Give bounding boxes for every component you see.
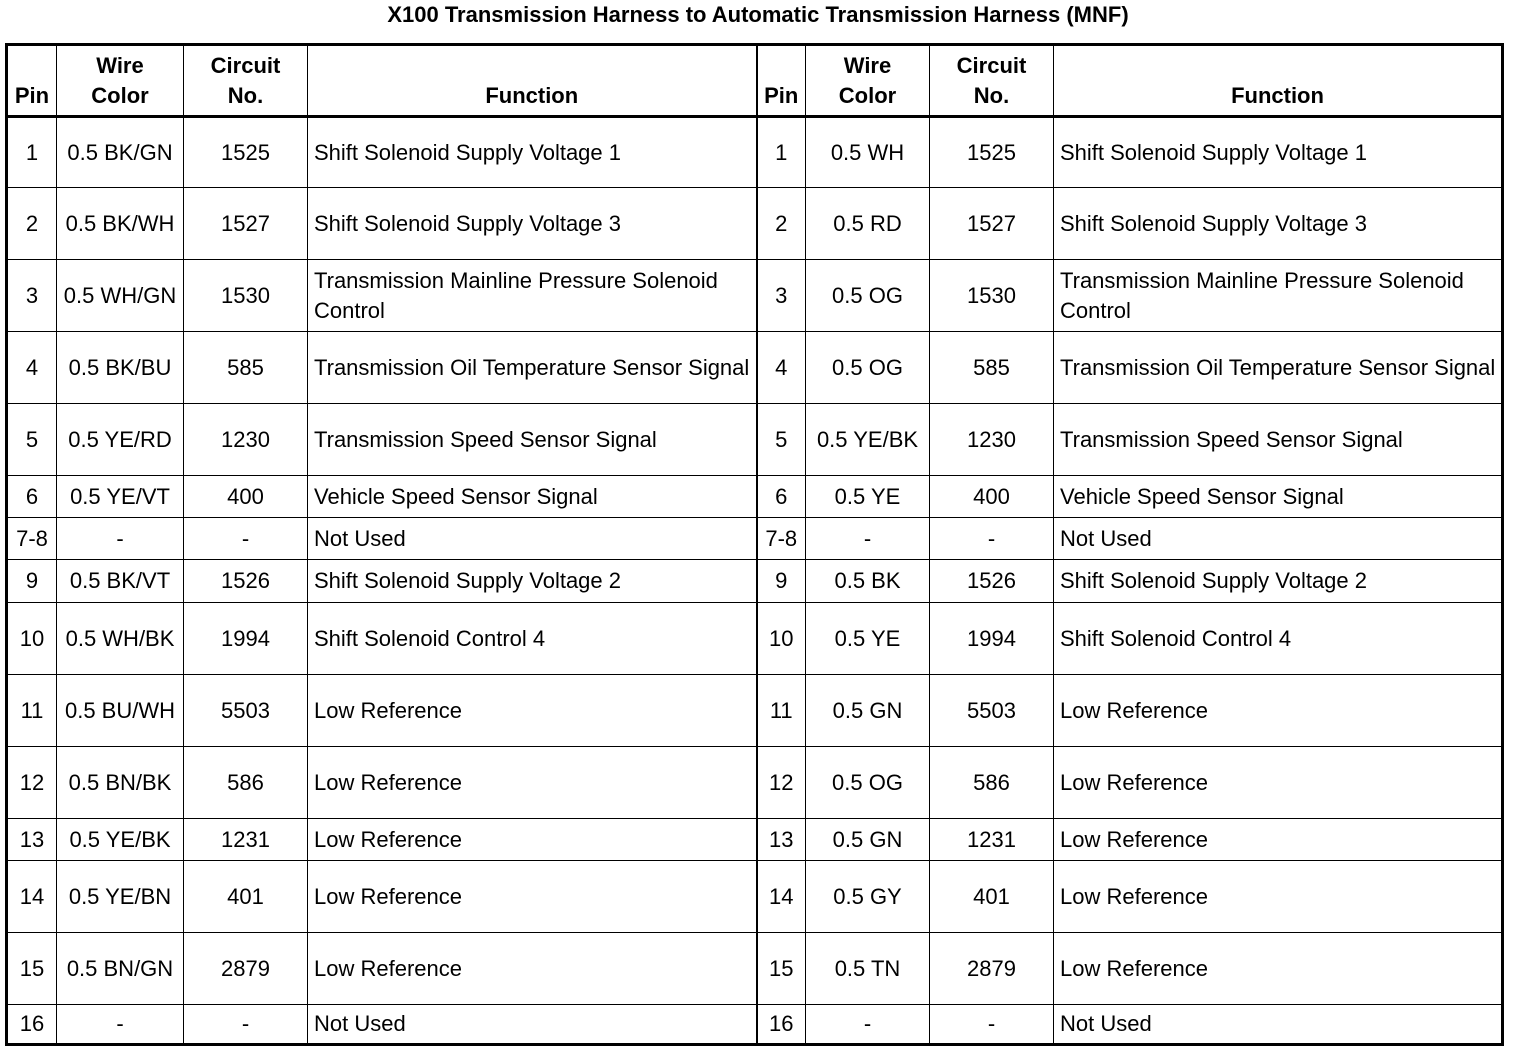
wire-color-cell-right: - bbox=[806, 518, 930, 560]
pin-cell-right: 5 bbox=[757, 404, 806, 476]
pinout-table bbox=[5, 43, 1504, 1046]
table-row bbox=[7, 332, 1503, 404]
circuit-cell-right: 401 bbox=[930, 861, 1054, 933]
pin-cell-right: 16 bbox=[757, 1005, 806, 1045]
function-cell-right: Transmission Mainline Pressure Solenoid Control bbox=[1054, 260, 1503, 332]
wire-color-cell-right: 0.5 GN bbox=[806, 675, 930, 747]
pin-cell-right: 6 bbox=[757, 476, 806, 518]
pin-cell: 2 bbox=[7, 188, 57, 260]
function-cell-right: Low Reference bbox=[1054, 747, 1503, 819]
circuit-cell-right: 1230 bbox=[930, 404, 1054, 476]
pin-cell-right: 10 bbox=[757, 603, 806, 675]
circuit-cell-right: 586 bbox=[930, 747, 1054, 819]
pin-cell: 7-8 bbox=[7, 518, 57, 560]
table-row bbox=[7, 117, 1503, 188]
wire-color-cell-right: 0.5 WH bbox=[806, 117, 930, 188]
circuit-cell: - bbox=[184, 518, 308, 560]
circuit-cell: 401 bbox=[184, 861, 308, 933]
circuit-cell: 1231 bbox=[184, 819, 308, 861]
pin-cell: 12 bbox=[7, 747, 57, 819]
wire-color-cell: 0.5 BK/BU bbox=[57, 332, 184, 404]
function-cell: Low Reference bbox=[308, 819, 757, 861]
pin-cell-right: 9 bbox=[757, 560, 806, 603]
circuit-cell-right: 2879 bbox=[930, 933, 1054, 1005]
pin-cell-right: 2 bbox=[757, 188, 806, 260]
wire-color-cell-right: 0.5 OG bbox=[806, 260, 930, 332]
circuit-cell-right: 1527 bbox=[930, 188, 1054, 260]
pin-cell-right: 13 bbox=[757, 819, 806, 861]
function-cell: Low Reference bbox=[308, 675, 757, 747]
wire-color-cell: - bbox=[57, 1005, 184, 1045]
header-row bbox=[7, 45, 1503, 117]
document-title: X100 Transmission Harness to Automatic Transmission Harness (MNF) bbox=[387, 2, 1129, 27]
pin-cell-right: 7-8 bbox=[757, 518, 806, 560]
wire-color-cell: 0.5 BU/WH bbox=[57, 675, 184, 747]
circuit-cell-right: 5503 bbox=[930, 675, 1054, 747]
header-pin-right: Pin bbox=[757, 45, 806, 117]
function-cell-right: Vehicle Speed Sensor Signal bbox=[1054, 476, 1503, 518]
wire-color-cell-right: 0.5 GY bbox=[806, 861, 930, 933]
pin-cell-right: 3 bbox=[757, 260, 806, 332]
function-cell-right: Low Reference bbox=[1054, 675, 1503, 747]
table-row bbox=[7, 819, 1503, 861]
function-cell: Shift Solenoid Supply Voltage 2 bbox=[308, 560, 757, 603]
circuit-cell: 1994 bbox=[184, 603, 308, 675]
circuit-cell: 2879 bbox=[184, 933, 308, 1005]
function-cell: Transmission Mainline Pressure Solenoid Control bbox=[308, 260, 757, 332]
pin-cell: 6 bbox=[7, 476, 57, 518]
circuit-cell-right: 585 bbox=[930, 332, 1054, 404]
pin-cell-right: 1 bbox=[757, 117, 806, 188]
function-cell: Low Reference bbox=[308, 861, 757, 933]
wire-color-cell-right: 0.5 OG bbox=[806, 332, 930, 404]
function-cell-right: Low Reference bbox=[1054, 819, 1503, 861]
wire-color-cell: 0.5 WH/GN bbox=[57, 260, 184, 332]
pin-cell-right: 12 bbox=[757, 747, 806, 819]
table-row bbox=[7, 188, 1503, 260]
function-cell: Low Reference bbox=[308, 747, 757, 819]
circuit-cell: 585 bbox=[184, 332, 308, 404]
header-circuit-no-right: Circuit No. bbox=[930, 45, 1054, 117]
function-cell-right: Shift Solenoid Supply Voltage 3 bbox=[1054, 188, 1503, 260]
table-row bbox=[7, 747, 1503, 819]
wire-color-cell: 0.5 WH/BK bbox=[57, 603, 184, 675]
header-pin: Pin bbox=[7, 45, 57, 117]
pin-cell: 1 bbox=[7, 117, 57, 188]
wire-color-cell-right: 0.5 OG bbox=[806, 747, 930, 819]
circuit-cell: 5503 bbox=[184, 675, 308, 747]
pin-cell-right: 15 bbox=[757, 933, 806, 1005]
table-row bbox=[7, 518, 1503, 560]
wire-color-cell-right: 0.5 YE bbox=[806, 603, 930, 675]
pin-cell: 14 bbox=[7, 861, 57, 933]
wire-color-cell: 0.5 BN/BK bbox=[57, 747, 184, 819]
circuit-cell: 1527 bbox=[184, 188, 308, 260]
circuit-cell: 400 bbox=[184, 476, 308, 518]
function-cell: Not Used bbox=[308, 1005, 757, 1045]
wire-color-cell: 0.5 YE/BN bbox=[57, 861, 184, 933]
pin-cell-right: 14 bbox=[757, 861, 806, 933]
header-wire-color: Wire Color bbox=[57, 45, 184, 117]
header-wire-color-right: Wire Color bbox=[806, 45, 930, 117]
wire-color-cell: 0.5 BK/GN bbox=[57, 117, 184, 188]
header-circuit-no: Circuit No. bbox=[184, 45, 308, 117]
wire-color-cell: 0.5 BK/VT bbox=[57, 560, 184, 603]
circuit-cell: 1525 bbox=[184, 117, 308, 188]
circuit-cell-right: - bbox=[930, 518, 1054, 560]
function-cell: Not Used bbox=[308, 518, 757, 560]
header-function: Function bbox=[308, 45, 757, 117]
function-cell: Transmission Oil Temperature Sensor Signal bbox=[308, 332, 757, 404]
pin-cell: 16 bbox=[7, 1005, 57, 1045]
circuit-cell-right: - bbox=[930, 1005, 1054, 1045]
function-cell: Shift Solenoid Supply Voltage 3 bbox=[308, 188, 757, 260]
pin-cell: 13 bbox=[7, 819, 57, 861]
circuit-cell: 1230 bbox=[184, 404, 308, 476]
circuit-cell-right: 1530 bbox=[930, 260, 1054, 332]
function-cell: Vehicle Speed Sensor Signal bbox=[308, 476, 757, 518]
pin-cell-right: 11 bbox=[757, 675, 806, 747]
wire-color-cell: 0.5 YE/RD bbox=[57, 404, 184, 476]
circuit-cell-right: 1231 bbox=[930, 819, 1054, 861]
pin-cell: 15 bbox=[7, 933, 57, 1005]
wire-color-cell: 0.5 YE/BK bbox=[57, 819, 184, 861]
wire-color-cell-right: 0.5 RD bbox=[806, 188, 930, 260]
circuit-cell: - bbox=[184, 1005, 308, 1045]
function-cell-right: Shift Solenoid Supply Voltage 2 bbox=[1054, 560, 1503, 603]
function-cell: Low Reference bbox=[308, 933, 757, 1005]
table-row bbox=[7, 404, 1503, 476]
wire-color-cell-right: 0.5 YE/BK bbox=[806, 404, 930, 476]
wire-color-cell: 0.5 BN/GN bbox=[57, 933, 184, 1005]
wire-color-cell-right: 0.5 YE bbox=[806, 476, 930, 518]
circuit-cell-right: 1994 bbox=[930, 603, 1054, 675]
table-row bbox=[7, 1005, 1503, 1045]
pin-cell: 3 bbox=[7, 260, 57, 332]
function-cell-right: Low Reference bbox=[1054, 933, 1503, 1005]
pin-cell: 11 bbox=[7, 675, 57, 747]
wire-color-cell: 0.5 YE/VT bbox=[57, 476, 184, 518]
wire-color-cell: 0.5 BK/WH bbox=[57, 188, 184, 260]
wire-color-cell-right: - bbox=[806, 1005, 930, 1045]
function-cell: Shift Solenoid Control 4 bbox=[308, 603, 757, 675]
circuit-cell: 586 bbox=[184, 747, 308, 819]
wire-color-cell-right: 0.5 GN bbox=[806, 819, 930, 861]
table-row bbox=[7, 603, 1503, 675]
wire-color-cell-right: 0.5 BK bbox=[806, 560, 930, 603]
table-row bbox=[7, 560, 1503, 603]
circuit-cell-right: 1525 bbox=[930, 117, 1054, 188]
function-cell-right: Low Reference bbox=[1054, 861, 1503, 933]
table-row bbox=[7, 260, 1503, 332]
wire-color-cell: - bbox=[57, 518, 184, 560]
function-cell-right: Shift Solenoid Supply Voltage 1 bbox=[1054, 117, 1503, 188]
function-cell: Transmission Speed Sensor Signal bbox=[308, 404, 757, 476]
table-row bbox=[7, 675, 1503, 747]
table-row bbox=[7, 933, 1503, 1005]
function-cell: Shift Solenoid Supply Voltage 1 bbox=[308, 117, 757, 188]
function-cell-right: Not Used bbox=[1054, 518, 1503, 560]
function-cell-right: Not Used bbox=[1054, 1005, 1503, 1045]
pin-cell-right: 4 bbox=[757, 332, 806, 404]
pin-cell: 10 bbox=[7, 603, 57, 675]
pin-cell: 5 bbox=[7, 404, 57, 476]
wire-color-cell-right: 0.5 TN bbox=[806, 933, 930, 1005]
function-cell-right: Transmission Speed Sensor Signal bbox=[1054, 404, 1503, 476]
circuit-cell: 1530 bbox=[184, 260, 308, 332]
table-row bbox=[7, 476, 1503, 518]
pin-cell: 4 bbox=[7, 332, 57, 404]
function-cell-right: Transmission Oil Temperature Sensor Signal bbox=[1054, 332, 1503, 404]
pin-cell: 9 bbox=[7, 560, 57, 603]
circuit-cell: 1526 bbox=[184, 560, 308, 603]
header-function-right: Function bbox=[1054, 45, 1503, 117]
circuit-cell-right: 1526 bbox=[930, 560, 1054, 603]
circuit-cell-right: 400 bbox=[930, 476, 1054, 518]
function-cell-right: Shift Solenoid Control 4 bbox=[1054, 603, 1503, 675]
table-row bbox=[7, 861, 1503, 933]
